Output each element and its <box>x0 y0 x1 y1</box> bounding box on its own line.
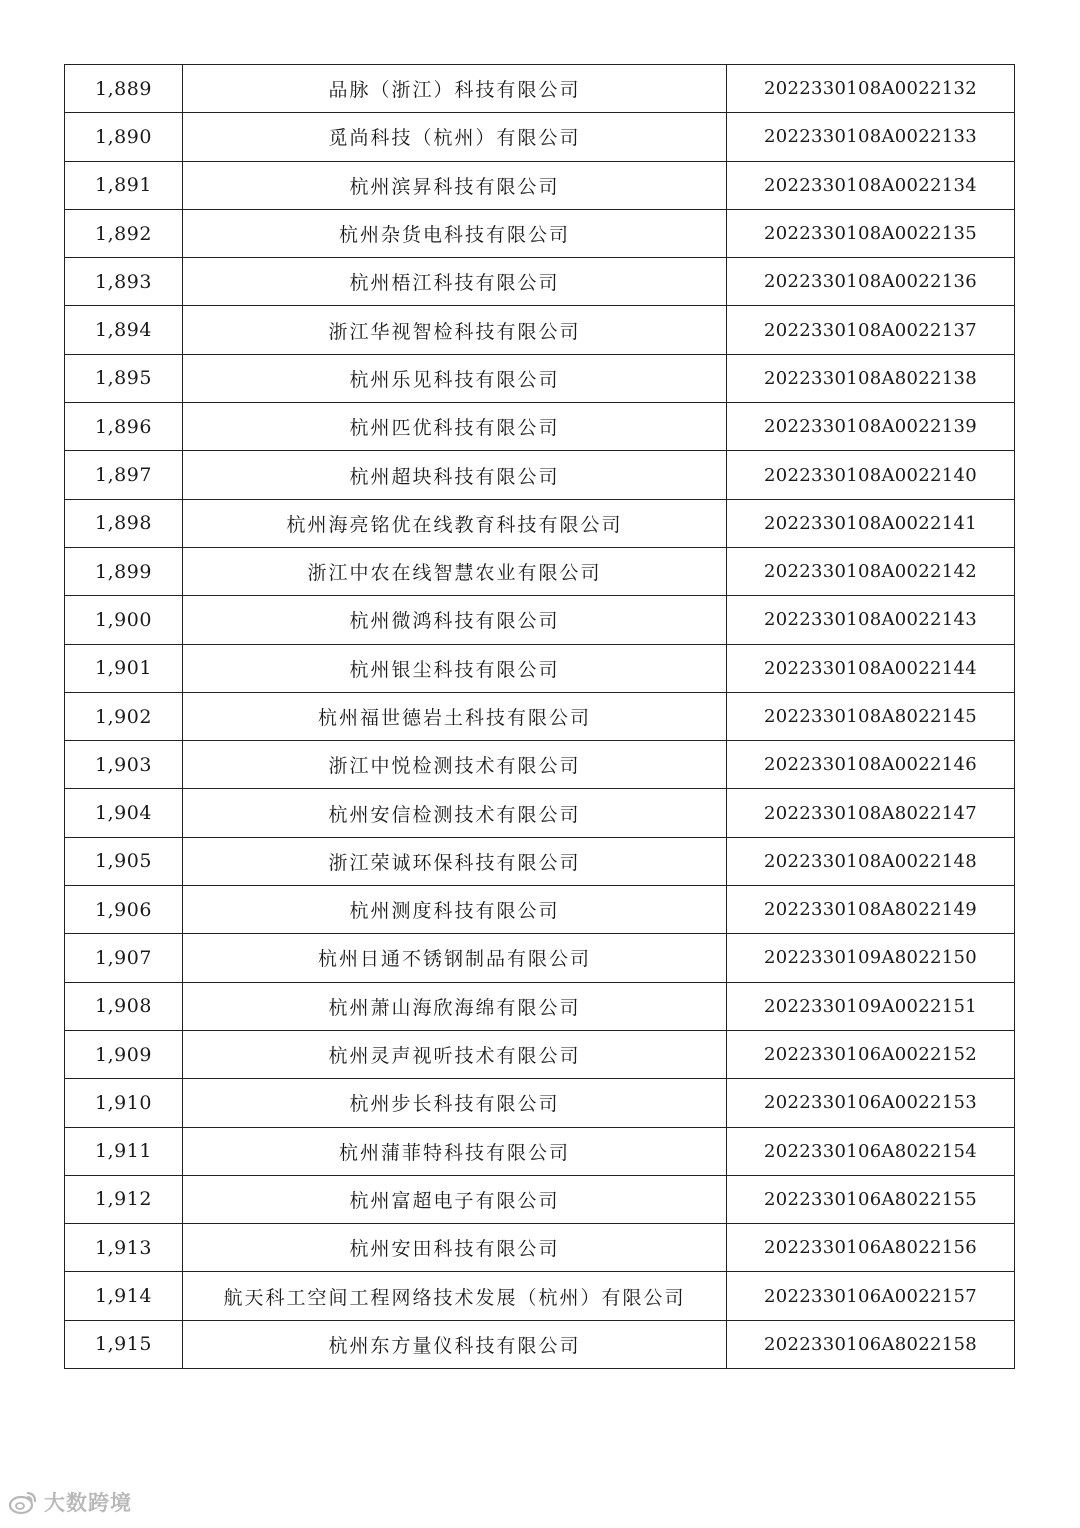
row-index-cell: 1,905 <box>65 837 183 885</box>
table-row <box>65 258 1015 306</box>
company-name-cell: 杭州乐见科技有限公司 <box>183 354 727 402</box>
table-row <box>65 886 1015 934</box>
company-name-cell: 浙江中悦检测技术有限公司 <box>183 741 727 789</box>
registration-number-cell: 2022330108A0022143 <box>727 596 1015 644</box>
company-name-cell: 杭州银尘科技有限公司 <box>183 644 727 692</box>
row-index-cell: 1,899 <box>65 547 183 595</box>
row-index-cell: 1,894 <box>65 306 183 354</box>
registration-number-cell: 2022330108A0022139 <box>727 403 1015 451</box>
row-index-cell: 1,909 <box>65 1030 183 1078</box>
row-index-cell: 1,908 <box>65 982 183 1030</box>
company-name-cell: 杭州萧山海欣海绵有限公司 <box>183 982 727 1030</box>
company-name-cell: 品脉（浙江）科技有限公司 <box>183 65 727 113</box>
registration-number-cell: 2022330108A0022135 <box>727 209 1015 257</box>
registration-number-cell: 2022330109A0022151 <box>727 982 1015 1030</box>
row-index-cell: 1,904 <box>65 789 183 837</box>
company-name-cell: 杭州杂货电科技有限公司 <box>183 209 727 257</box>
table-row <box>65 982 1015 1030</box>
table-row <box>65 306 1015 354</box>
row-index-cell: 1,913 <box>65 1224 183 1272</box>
company-name-cell: 航天科工空间工程网络技术发展（杭州）有限公司 <box>183 1272 727 1320</box>
watermark-text: 大数跨境 <box>44 1491 132 1515</box>
table-row <box>65 741 1015 789</box>
row-index-cell: 1,893 <box>65 258 183 306</box>
row-index-cell: 1,915 <box>65 1320 183 1368</box>
registration-number-cell: 2022330106A0022152 <box>727 1030 1015 1078</box>
row-index-cell: 1,889 <box>65 65 183 113</box>
company-name-cell: 杭州滨昇科技有限公司 <box>183 161 727 209</box>
registration-number-cell: 2022330108A0022134 <box>727 161 1015 209</box>
company-name-cell: 杭州富超电子有限公司 <box>183 1175 727 1223</box>
row-index-cell: 1,896 <box>65 403 183 451</box>
company-name-cell: 杭州匹优科技有限公司 <box>183 403 727 451</box>
company-name-cell: 杭州福世德岩土科技有限公司 <box>183 692 727 740</box>
registration-number-cell: 2022330108A8022138 <box>727 354 1015 402</box>
registration-number-cell: 2022330108A8022147 <box>727 789 1015 837</box>
row-index-cell: 1,890 <box>65 113 183 161</box>
company-name-cell: 杭州日通不锈钢制品有限公司 <box>183 934 727 982</box>
registration-number-cell: 2022330108A0022133 <box>727 113 1015 161</box>
table-row <box>65 499 1015 547</box>
registration-table <box>64 64 1015 1369</box>
registration-number-cell: 2022330106A0022157 <box>727 1272 1015 1320</box>
table-row <box>65 1320 1015 1368</box>
company-name-cell: 觅尚科技（杭州）有限公司 <box>183 113 727 161</box>
registration-number-cell: 2022330108A0022142 <box>727 547 1015 595</box>
registration-number-cell: 2022330109A8022150 <box>727 934 1015 982</box>
table-row <box>65 1224 1015 1272</box>
table-row <box>65 934 1015 982</box>
company-name-cell: 杭州安田科技有限公司 <box>183 1224 727 1272</box>
table-row <box>65 1175 1015 1223</box>
company-name-cell: 杭州灵声视听技术有限公司 <box>183 1030 727 1078</box>
registration-number-cell: 2022330108A0022146 <box>727 741 1015 789</box>
registration-number-cell: 2022330108A0022141 <box>727 499 1015 547</box>
table-row <box>65 692 1015 740</box>
row-index-cell: 1,907 <box>65 934 183 982</box>
company-name-cell: 杭州梧江科技有限公司 <box>183 258 727 306</box>
table-row <box>65 547 1015 595</box>
table-row <box>65 451 1015 499</box>
company-name-cell: 杭州安信检测技术有限公司 <box>183 789 727 837</box>
row-index-cell: 1,912 <box>65 1175 183 1223</box>
table-row <box>65 403 1015 451</box>
row-index-cell: 1,901 <box>65 644 183 692</box>
table-row <box>65 161 1015 209</box>
registration-number-cell: 2022330108A0022137 <box>727 306 1015 354</box>
row-index-cell: 1,895 <box>65 354 183 402</box>
row-index-cell: 1,906 <box>65 886 183 934</box>
company-name-cell: 杭州东方量仪科技有限公司 <box>183 1320 727 1368</box>
company-name-cell: 杭州测度科技有限公司 <box>183 886 727 934</box>
registration-number-cell: 2022330108A0022148 <box>727 837 1015 885</box>
table-row <box>65 644 1015 692</box>
company-name-cell: 浙江华视智检科技有限公司 <box>183 306 727 354</box>
weibo-logo-icon <box>8 1489 38 1515</box>
table-row <box>65 789 1015 837</box>
row-index-cell: 1,892 <box>65 209 183 257</box>
row-index-cell: 1,900 <box>65 596 183 644</box>
table-row <box>65 65 1015 113</box>
company-name-cell: 杭州步长科技有限公司 <box>183 1079 727 1127</box>
registration-number-cell: 2022330108A8022149 <box>727 886 1015 934</box>
table-row <box>65 1272 1015 1320</box>
row-index-cell: 1,898 <box>65 499 183 547</box>
registration-number-cell: 2022330106A8022154 <box>727 1127 1015 1175</box>
registration-number-cell: 2022330108A8022145 <box>727 692 1015 740</box>
registration-number-cell: 2022330108A0022144 <box>727 644 1015 692</box>
row-index-cell: 1,910 <box>65 1079 183 1127</box>
registration-number-cell: 2022330106A8022158 <box>727 1320 1015 1368</box>
row-index-cell: 1,911 <box>65 1127 183 1175</box>
table-row <box>65 1127 1015 1175</box>
row-index-cell: 1,903 <box>65 741 183 789</box>
table-row <box>65 1030 1015 1078</box>
row-index-cell: 1,897 <box>65 451 183 499</box>
registration-number-cell: 2022330106A8022156 <box>727 1224 1015 1272</box>
watermark <box>8 1487 132 1517</box>
table-row <box>65 113 1015 161</box>
table-row <box>65 1079 1015 1127</box>
company-name-cell: 浙江中农在线智慧农业有限公司 <box>183 547 727 595</box>
company-name-cell: 杭州蒲菲特科技有限公司 <box>183 1127 727 1175</box>
company-name-cell: 杭州超块科技有限公司 <box>183 451 727 499</box>
row-index-cell: 1,891 <box>65 161 183 209</box>
row-index-cell: 1,902 <box>65 692 183 740</box>
company-name-cell: 浙江荣诚环保科技有限公司 <box>183 837 727 885</box>
registration-table-body <box>65 65 1015 1369</box>
row-index-cell: 1,914 <box>65 1272 183 1320</box>
table-row <box>65 354 1015 402</box>
registration-number-cell: 2022330108A0022140 <box>727 451 1015 499</box>
table-row <box>65 596 1015 644</box>
table-row <box>65 209 1015 257</box>
company-name-cell: 杭州海亮铭优在线教育科技有限公司 <box>183 499 727 547</box>
company-name-cell: 杭州微鸿科技有限公司 <box>183 596 727 644</box>
registration-number-cell: 2022330106A0022153 <box>727 1079 1015 1127</box>
registration-number-cell: 2022330108A0022136 <box>727 258 1015 306</box>
registration-number-cell: 2022330106A8022155 <box>727 1175 1015 1223</box>
table-row <box>65 837 1015 885</box>
registration-number-cell: 2022330108A0022132 <box>727 65 1015 113</box>
